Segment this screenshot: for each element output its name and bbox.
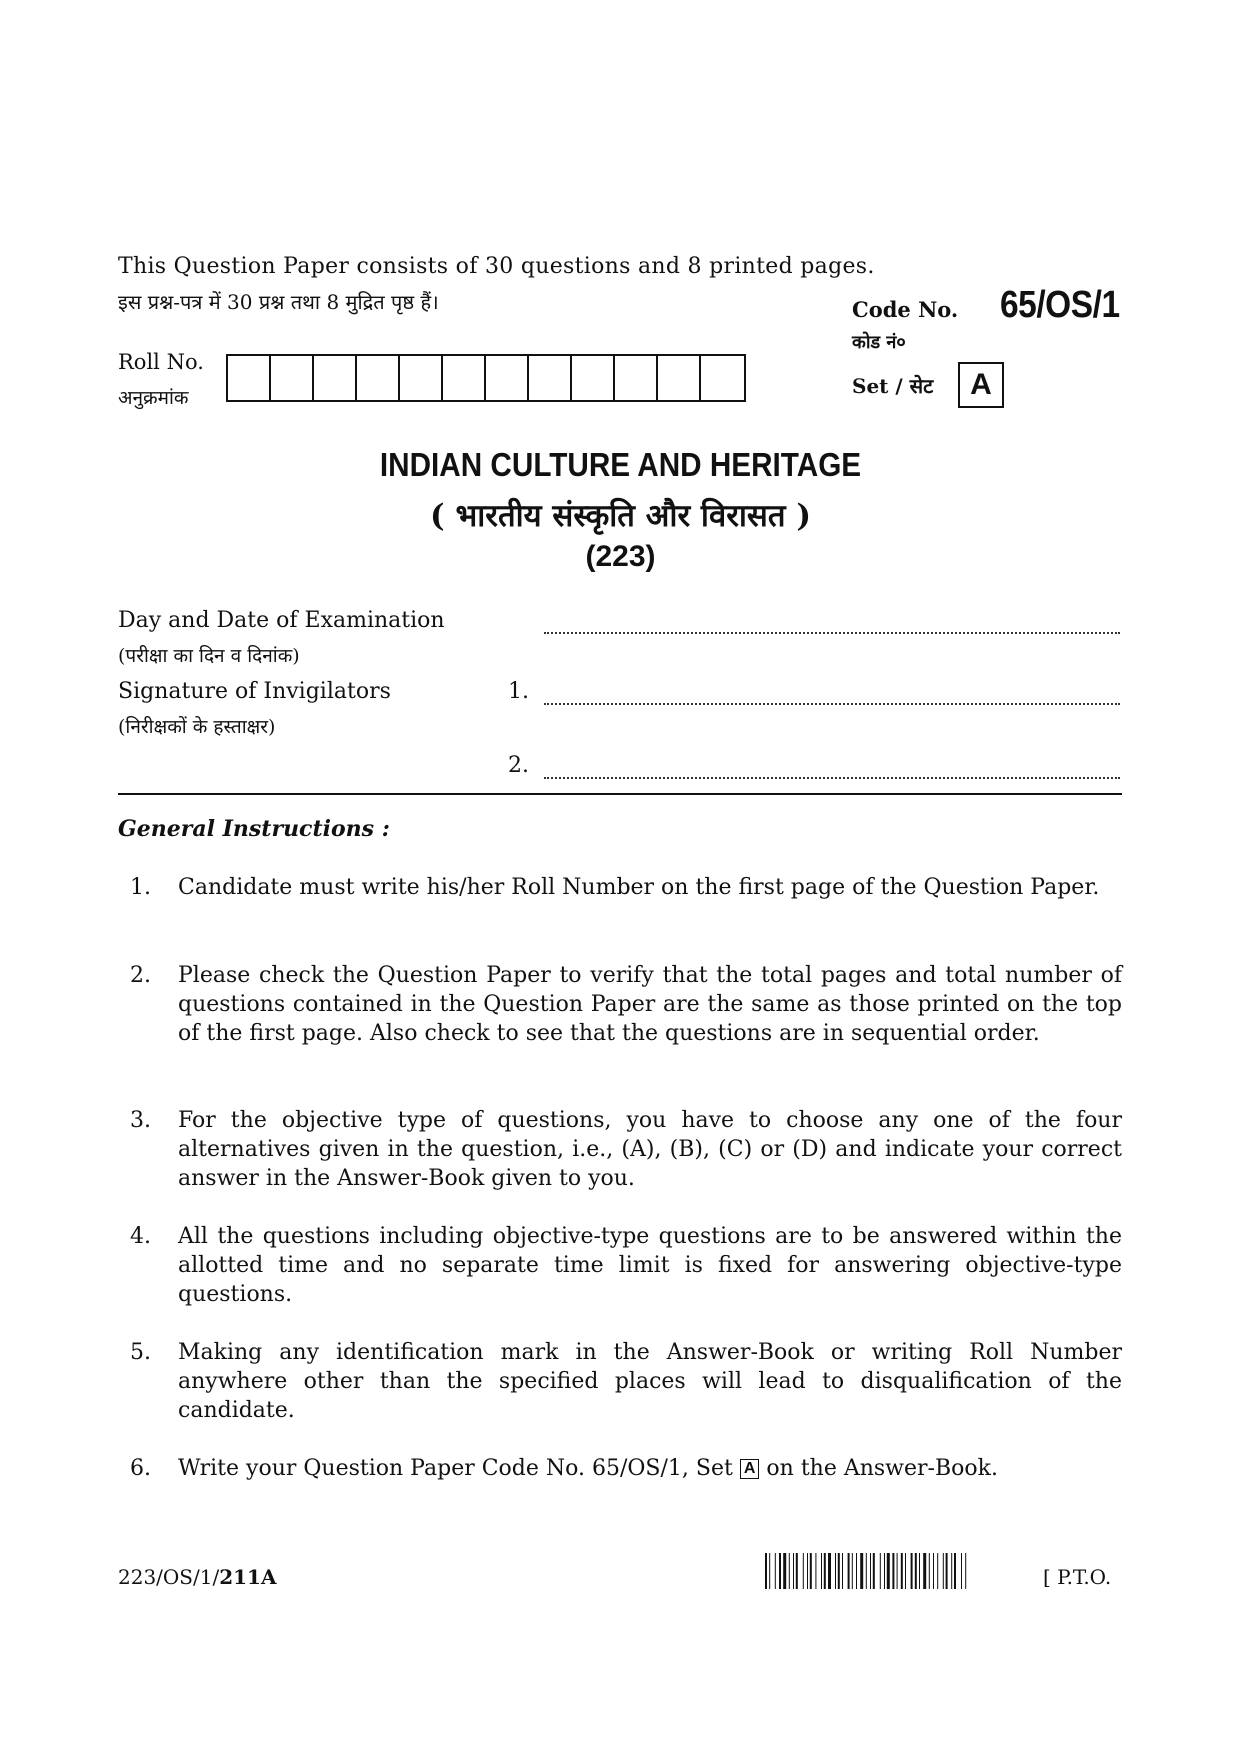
roll-digit-box[interactable] [228, 356, 271, 400]
set-box: A [958, 362, 1004, 408]
roll-digit-box[interactable] [400, 356, 443, 400]
roll-label: Roll No. [118, 350, 204, 374]
roll-digit-box[interactable] [486, 356, 529, 400]
pto-label: [ P.T.O. [1043, 1565, 1112, 1589]
set-label: Set / सेट [852, 374, 934, 398]
footer-code-bold: 211A [219, 1565, 277, 1589]
instruction-item [130, 1454, 1122, 1483]
roll-label-hindi: अनुक्रमांक [118, 387, 189, 409]
instruction-number: 4. [130, 1224, 151, 1249]
instructions-heading: General Instructions : [118, 816, 390, 842]
roll-digit-box[interactable] [701, 356, 744, 400]
instruction-text: All the questions including objective-type questions are to be answered within the allotted time and no separate time limit is fixed for answering objective-type questions. [178, 1224, 1122, 1307]
roll-digit-box[interactable] [615, 356, 658, 400]
exam-date-label-hindi: (परीक्षा का दिन व दिनांक) [118, 645, 300, 667]
instruction-item [130, 961, 1122, 1048]
subject-title: INDIAN CULTURE AND HERITAGE [379, 446, 862, 483]
instruction-text-before: Write your Question Paper Code No. 65/OS/1, Set [178, 1456, 733, 1481]
instruction-text [178, 1454, 1122, 1483]
roll-digit-box[interactable] [443, 356, 486, 400]
section-divider [118, 793, 1122, 795]
instruction-text-after: on the Answer-Book. [766, 1456, 998, 1481]
roll-digit-box[interactable] [572, 356, 615, 400]
signature-1-number: 1. [508, 679, 529, 704]
roll-digit-box[interactable] [357, 356, 400, 400]
instruction-item [130, 1222, 1122, 1309]
signature-1-line[interactable] [544, 683, 1120, 705]
code-label-hindi: कोड नं० [852, 332, 906, 353]
instruction-text: Candidate must write his/her Roll Number on the first page of the Question Paper. [178, 875, 1100, 900]
subject-title-hindi: ( भारतीय संस्कृति और विरासत ) [430, 498, 811, 534]
exam-date-label: Day and Date of Examination [118, 608, 445, 633]
instruction-text: Please check the Question Paper to verify that the total pages and total number of questions contained in the Question Paper are the same as those printed on the top of the first page. Also check to see that the questions are in sequential order. [178, 963, 1122, 1046]
instruction-number: 3. [130, 1108, 151, 1133]
code-value: 65/OS/1 [1000, 284, 1120, 326]
barcode-icon [765, 1553, 1023, 1589]
instruction-text: For the objective type of questions, you have to choose any one of the four alternatives given in the question, i.e., (A), (B), (C) or (D) and indicate your correct answer in the Answer-Book given to you. [178, 1108, 1122, 1191]
paper-consists-hindi: इस प्रश्न-पत्र में 30 प्रश्न तथा 8 मुद्रित पृष्ठ हैं। [118, 290, 439, 314]
invigilator-signature-label-hindi: (निरीक्षकों के हस्ताक्षर) [118, 716, 276, 738]
roll-digit-box[interactable] [529, 356, 572, 400]
roll-digit-box[interactable] [271, 356, 314, 400]
roll-digit-box[interactable] [658, 356, 701, 400]
instruction-number: 5. [130, 1340, 151, 1365]
instruction-item [130, 873, 1122, 902]
subject-code: (223) [585, 540, 656, 573]
instruction-number: 1. [130, 875, 151, 900]
roll-digit-box[interactable] [314, 356, 357, 400]
roll-number-boxes[interactable] [226, 354, 746, 402]
paper-consists-english: This Question Paper consists of 30 questions and 8 printed pages. [118, 254, 875, 279]
instruction-item [130, 1106, 1122, 1193]
signature-2-line[interactable] [544, 757, 1120, 779]
invigilator-signature-label: Signature of Invigilators [118, 679, 391, 704]
set-inline-box: A [740, 1459, 760, 1479]
instruction-number: 6. [130, 1456, 151, 1481]
code-label: Code No. [852, 297, 959, 322]
exam-date-line[interactable] [544, 612, 1120, 634]
signature-2-number: 2. [508, 753, 529, 778]
instruction-number: 2. [130, 963, 151, 988]
footer-code-plain: 223/OS/1/ [118, 1565, 220, 1589]
instruction-text: Making any identification mark in the Answer-Book or writing Roll Number anywhere other than the specified places will lead to disqualification of the candidate. [178, 1340, 1122, 1423]
footer-paper-code [118, 1565, 276, 1589]
instruction-item [130, 1338, 1122, 1425]
